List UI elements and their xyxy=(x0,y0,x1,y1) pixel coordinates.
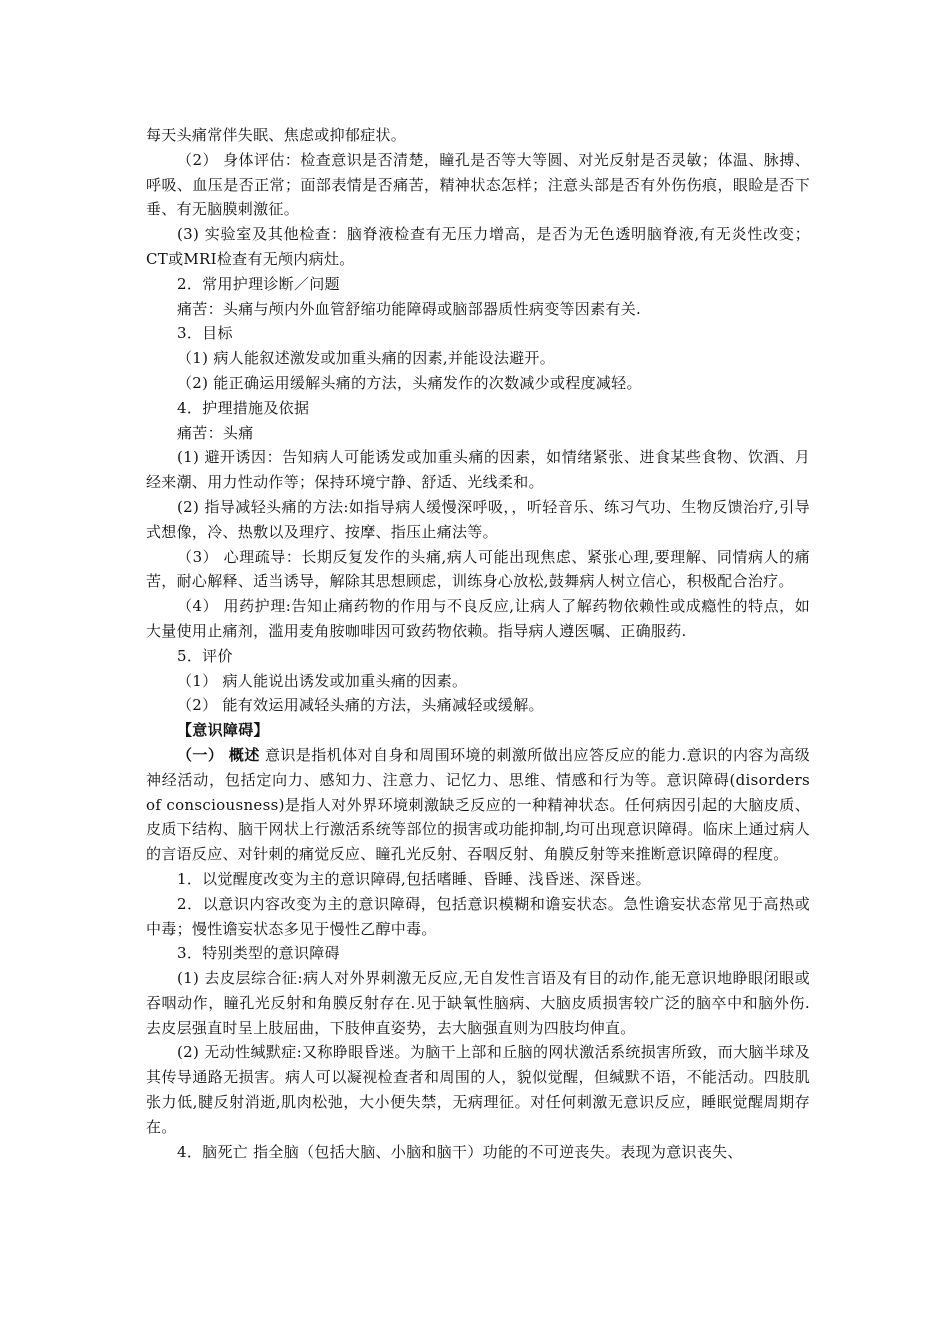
section-heading-consciousness: 【意识障碍】 xyxy=(177,721,269,740)
heading-goals: 3．目标 xyxy=(177,324,233,343)
paragraph-physical-assessment: （2） 身体评估：检查意识是否清楚，瞳孔是否等大等圆、对光反射是否灵敏；体温、脉搏、呼吸、血压是否正常；面部表情是否痛苦，精神状态怎样；注意头部是否有外伤伤痕，眼睑是否下垂、有无脑膜刺激征。 xyxy=(146,150,810,219)
paragraph-evaluation-1: （1） 病人能说出诱发或加重头痛的因素。 xyxy=(177,671,468,690)
paragraph-overview xyxy=(146,743,810,867)
heading-nursing-diagnosis: 2．常用护理诊断／问题 xyxy=(177,274,340,293)
paragraph-psychological: （3） 心理疏导：长期反复发作的头痛,病人可能出现焦虑、紧张心理,要理解、同情病人的痛苦，耐心解释、适当诱导，解除其思想顾虑，训练身心放松,鼓舞病人树立信心，积极配合治疗。 xyxy=(146,547,810,591)
paragraph-avoid-triggers: (1) 避开诱因：告知病人可能诱发或加重头痛的因素，如情绪紧张、进食某些食物、饮酒、月经来潮、用力性动作等；保持环境宁静、舒适、光线柔和。 xyxy=(146,448,810,492)
paragraph-diagnosis-pain: 痛苦：头痛与颅内外血管舒缩功能障碍或脑部器质性病变等因素有关. xyxy=(177,299,642,318)
paragraph-relief-methods: (2) 指导减轻头痛的方法:如指导病人缓慢深呼吸，，听轻音乐、练习气功、生物反馈治疗,引导式想像，冷、热敷以及理疗、按摩、指压止痛法等。 xyxy=(146,497,810,541)
overview-text: 意识是指机体对自身和周围环境的刺激所做出应答反应的能力.意识的内容为高级神经活动，包括定向力、感知力、注意力、记忆力、思维、情感和行为等。意识障碍(disorders of consciousness)是指人对外界环境刺激缺乏反应的一种精神状态。任何病因引起的大脑皮质、皮质下结构、脑干网状上行激活系统等部位的损害或功能抑制,均可出现意识障碍。临床上通过病人的言语反应、对针刺的痛觉反应、瞳孔光反射、吞咽反射、角膜反射等来推断意识障碍的程度。 xyxy=(146,745,810,864)
brain-death-text: 指全脑（包括大脑、小脑和脑干）功能的不可逆丧失。表现为意识丧失、 xyxy=(253,1142,743,1161)
paragraph-brain-death xyxy=(146,1140,810,1165)
paragraph-headache-symptoms: 每天头痛常伴失眠、焦虑或抑郁症状。 xyxy=(146,126,407,144)
paragraph-decorticate: (1) 去皮层综合征:病人对外界刺激无反应,无自发性言语及有目的动作,能无意识地睁眼闭眼或吞咽动作，瞳孔光反射和角膜反射存在.见于缺氧性脑病、大脑皮质损害较广泛的脑卒中和脑外伤.去皮层强直时呈上肢屈曲，下肢伸直姿势，去大脑强直则为四肢均伸直。 xyxy=(146,969,810,1037)
paragraph-akinetic-mutism: (2) 无动性缄默症:又称睁眼昏迷。为脑干上部和丘脑的网状激活系统损害所致，而大脑半球及其传导通路无损害。病人可以凝视检查者和周围的人，貌似觉醒，但缄默不语，不能活动。四肢肌张力低,腱反射消逝,肌肉松弛，大小便失禁，无病理征。对任何刺激无意识反应，睡眠觉醒周期存在。 xyxy=(146,1043,810,1136)
paragraph-medication: （4） 用药护理:告知止痛药物的作用与不良反应,让病人了解药物依赖性或成瘾性的特点，如大量使用止痛剂，滥用麦角胺咖啡因可致药物依赖。指导病人遵医嘱、正确服药. xyxy=(146,597,810,640)
paragraph-content-disorder: 2．以意识内容改变为主的意识障碍，包括意识模糊和谵妄状态。急性谵妄状态常见于高热或中毒；慢性谵妄状态多见于慢性乙醇中毒。 xyxy=(146,894,810,938)
paragraph-arousal-disorder: 1．以觉醒度改变为主的意识障碍,包括嗜睡、昏睡、浅昏迷、深昏迷。 xyxy=(177,869,651,888)
overview-heading: （一） 概述 xyxy=(177,745,260,764)
paragraph-goal-2: （2) 能正确运用缓解头痛的方法，头痛发作的次数减少或程度减轻。 xyxy=(177,373,642,392)
heading-special-types: 3．特别类型的意识障碍 xyxy=(177,944,340,963)
brain-death-label: 4．脑死亡 xyxy=(177,1142,249,1161)
heading-nursing-measures: 4．护理措施及依据 xyxy=(177,398,310,417)
document-body xyxy=(146,123,810,1164)
paragraph-evaluation-2: （2） 能有效运用减轻头痛的方法，头痛减轻或缓解。 xyxy=(177,696,544,715)
paragraph-lab-tests: (3) 实验室及其他检查：脑脊液检查有无压力增高，是否为无色透明脑脊液,有无炎性改变；CT或MRI检查有无颅内病灶。 xyxy=(146,225,810,268)
heading-evaluation: 5．评价 xyxy=(177,646,233,665)
paragraph-goal-1: （1) 病人能叙述激发或加重头痛的因素,并能设法避开。 xyxy=(177,349,556,368)
paragraph-pain-headache: 痛苦：头痛 xyxy=(177,423,254,442)
